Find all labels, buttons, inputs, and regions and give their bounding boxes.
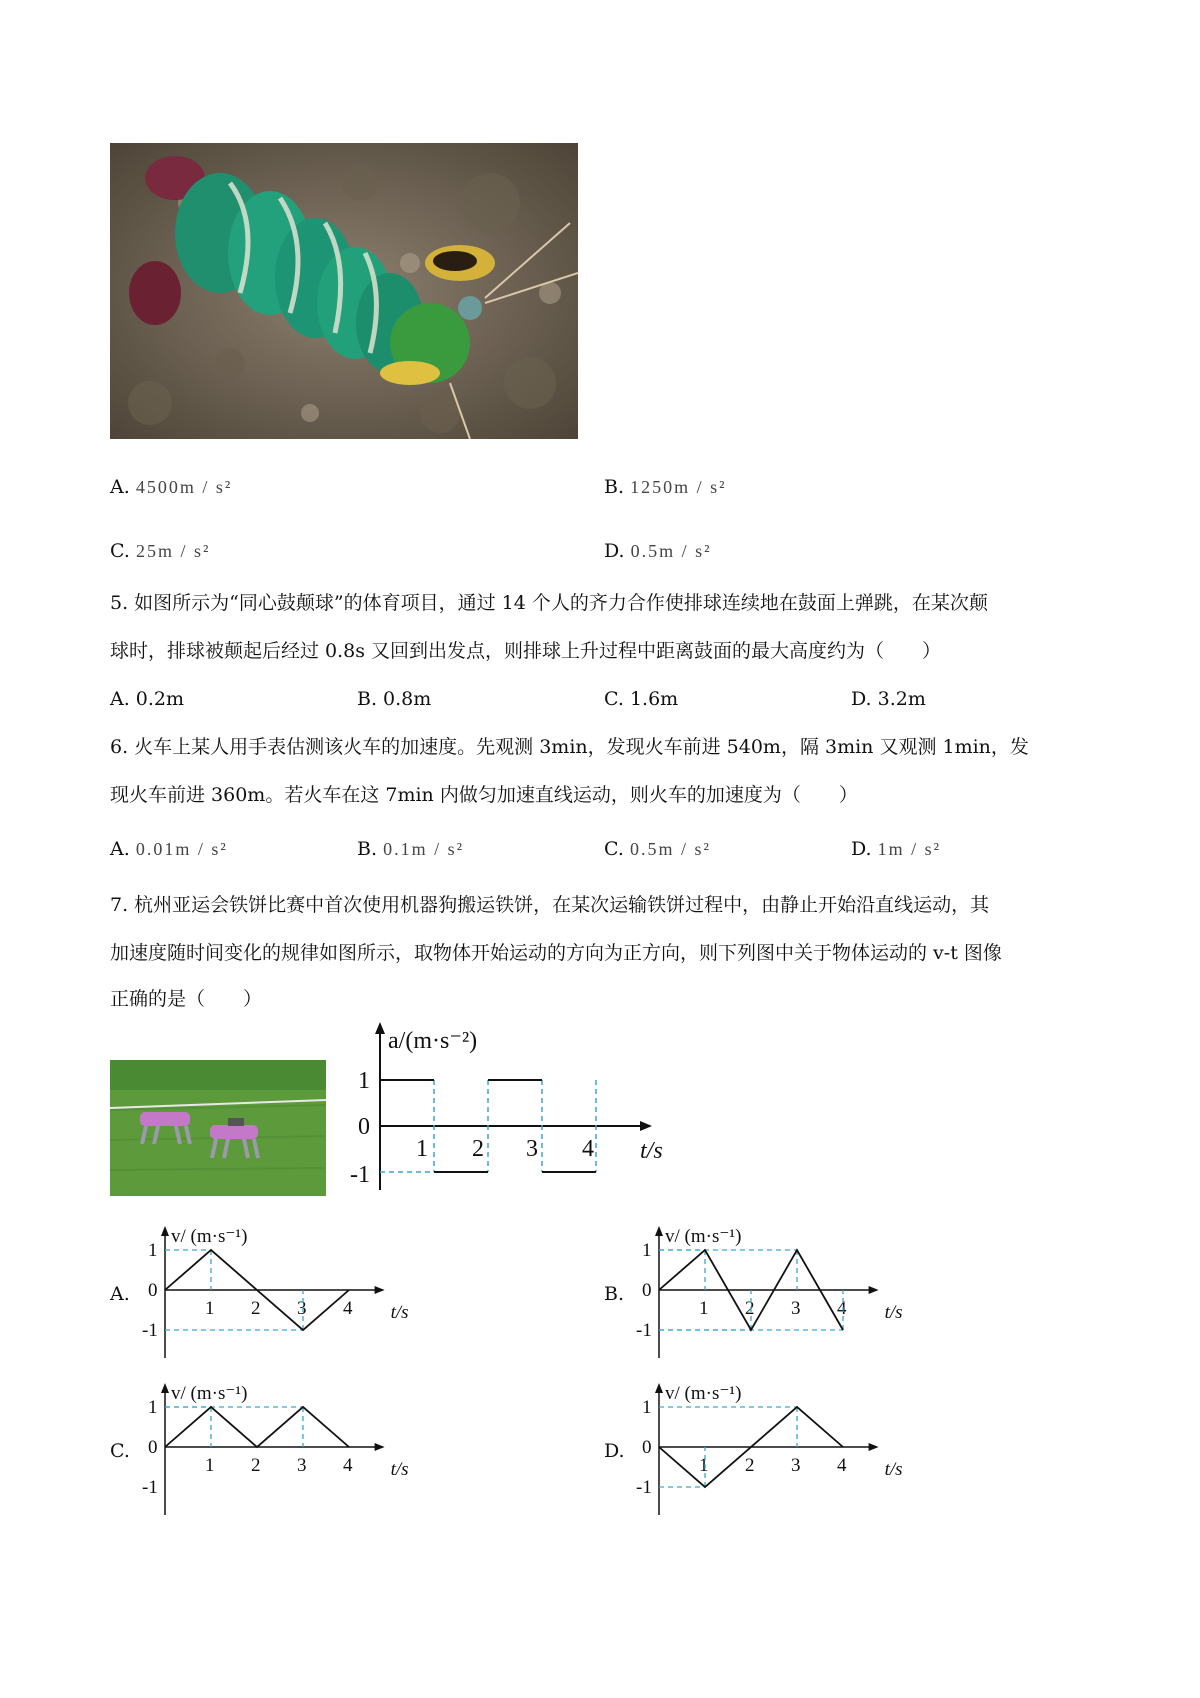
q7-option-b-label[interactable]: B. xyxy=(604,1283,625,1305)
x-tick-label: 1 xyxy=(699,1298,709,1319)
q5-option-d[interactable]: D. 3.2m xyxy=(851,688,926,710)
x-axis-arrow-icon xyxy=(375,1443,385,1451)
acceleration-time-graph xyxy=(340,1020,680,1205)
y-axis-arrow-icon xyxy=(375,1022,385,1034)
x-tick-label: 4 xyxy=(343,1455,353,1476)
y-axis-arrow-icon xyxy=(655,1226,663,1236)
option-label: D. xyxy=(604,540,625,562)
x-tick-2: 2 xyxy=(472,1136,484,1162)
x-tick-label: 1 xyxy=(699,1455,709,1476)
q7-option-c-graph[interactable] xyxy=(140,1375,440,1525)
y-tick-label: -1 xyxy=(142,1320,158,1341)
option-value: 25m / s² xyxy=(135,541,211,561)
x-axis-label: t/s xyxy=(390,1302,409,1323)
x-axis-label: t/s xyxy=(884,1302,903,1323)
y-tick-label: 0 xyxy=(642,1437,652,1458)
option-label: B. xyxy=(357,838,378,860)
q7-stem-line2: 加速度随时间变化的规律如图所示，取物体开始运动的方向为正方向，则下列图中关于物体运动的 v-t 图像 xyxy=(110,942,1002,964)
option-value: 0.5m / s² xyxy=(629,839,711,859)
option-label: B. xyxy=(604,476,625,498)
q6-option-a[interactable] xyxy=(110,838,228,860)
q4-option-b[interactable] xyxy=(604,476,726,498)
option-value: 0.1m / s² xyxy=(383,839,464,859)
x-axis-arrow-icon xyxy=(640,1121,652,1131)
option-label: D. xyxy=(851,838,872,860)
option-value: 0.5m / s² xyxy=(630,541,712,561)
x-tick-label: 4 xyxy=(837,1298,847,1319)
x-axis-label: t/s xyxy=(640,1138,663,1164)
y-axis-label: v/ (m·s⁻¹) xyxy=(171,1226,248,1247)
q7-stem-line3: 正确的是（ ） xyxy=(110,988,263,1010)
y-tick-label: -1 xyxy=(142,1477,158,1498)
q7-option-d-graph[interactable] xyxy=(634,1375,934,1525)
x-tick-3: 3 xyxy=(526,1136,538,1162)
x-tick-label: 1 xyxy=(205,1455,215,1476)
option-value: 1m / s² xyxy=(877,839,942,859)
y-tick-label: 0 xyxy=(642,1280,652,1301)
q5-option-c[interactable]: C. 1.6m xyxy=(604,688,679,710)
x-tick-label: 3 xyxy=(297,1455,307,1476)
x-tick-label: 2 xyxy=(251,1298,261,1319)
y-axis-label: v/ (m·s⁻¹) xyxy=(665,1383,742,1404)
x-axis-arrow-icon xyxy=(375,1286,385,1294)
option-label: C. xyxy=(110,540,130,562)
velocity-series-line xyxy=(165,1407,349,1447)
x-tick-label: 2 xyxy=(251,1455,261,1476)
x-tick-label: 3 xyxy=(791,1298,801,1319)
y-tick-label: 1 xyxy=(148,1240,158,1261)
x-axis-arrow-icon xyxy=(869,1286,879,1294)
y-axis-label: v/ (m·s⁻¹) xyxy=(171,1383,248,1404)
x-tick-label: 2 xyxy=(745,1298,755,1319)
q7-stem-line1: 7. 杭州亚运会铁饼比赛中首次使用机器狗搬运铁饼，在某次运输铁饼过程中，由静止开始沿直线运动，其 xyxy=(110,894,990,916)
y-axis-arrow-icon xyxy=(161,1226,169,1236)
q6-option-d[interactable] xyxy=(851,838,941,860)
q6-stem-line2: 现火车前进 360m。若火车在这 7min 内做匀加速直线运动，则火车的加速度为（ ） xyxy=(110,784,858,806)
q7-option-a-label[interactable]: A. xyxy=(110,1283,130,1305)
q6-stem-line1: 6. 火车上某人用手表估测该火车的加速度。先观测 3min，发现火车前进 540m，隔 3min 又观测 1min，发 xyxy=(110,736,1029,758)
q7-option-d-label[interactable]: D. xyxy=(604,1440,625,1462)
q5-stem-line2: 球时，排球被颠起后经过 0.8s 又回到出发点，则排球上升过程中距离鼓面的最大高度约为（ ） xyxy=(110,640,942,662)
option-label: A. xyxy=(110,838,130,860)
q5-option-a[interactable]: A. 0.2m xyxy=(110,688,185,710)
y-tick-1: 1 xyxy=(358,1068,370,1094)
y-axis-arrow-icon xyxy=(655,1383,663,1393)
option-label: A. xyxy=(110,476,130,498)
x-axis-label: t/s xyxy=(390,1459,409,1480)
q6-option-b[interactable] xyxy=(357,838,464,860)
x-axis-arrow-icon xyxy=(869,1443,879,1451)
x-tick-label: 4 xyxy=(343,1298,353,1319)
option-label: C. xyxy=(604,838,624,860)
y-tick-label: 1 xyxy=(642,1240,652,1261)
y-tick-0: 0 xyxy=(358,1114,370,1140)
q4-option-a[interactable] xyxy=(110,476,232,498)
x-tick-4: 4 xyxy=(582,1136,594,1162)
q7-option-c-label[interactable]: C. xyxy=(110,1440,130,1462)
y-axis-arrow-icon xyxy=(161,1383,169,1393)
option-value: 0.01m / s² xyxy=(135,839,228,859)
y-axis-label: v/ (m·s⁻¹) xyxy=(665,1226,742,1247)
y-tick-neg1: -1 xyxy=(350,1162,370,1188)
option-value: 1250m / s² xyxy=(630,477,727,497)
y-tick-label: 0 xyxy=(148,1280,158,1301)
q7-option-a-graph[interactable] xyxy=(140,1218,440,1368)
y-axis-label: a/(m·s⁻²) xyxy=(388,1028,478,1054)
y-tick-label: 1 xyxy=(148,1397,158,1418)
x-tick-label: 2 xyxy=(745,1455,755,1476)
y-tick-label: -1 xyxy=(636,1477,652,1498)
q6-option-c[interactable] xyxy=(604,838,711,860)
q4-option-c[interactable] xyxy=(110,540,210,562)
q4-option-d[interactable] xyxy=(604,540,712,562)
x-tick-1: 1 xyxy=(416,1136,428,1162)
x-tick-label: 4 xyxy=(837,1455,847,1476)
y-tick-label: 1 xyxy=(642,1397,652,1418)
option-value: 4500m / s² xyxy=(135,477,233,497)
y-tick-label: -1 xyxy=(636,1320,652,1341)
q5-option-b[interactable]: B. 0.8m xyxy=(357,688,432,710)
mantis-shrimp-photo xyxy=(110,143,578,439)
x-tick-label: 1 xyxy=(205,1298,215,1319)
robot-dog-photo xyxy=(110,1060,326,1196)
q7-option-b-graph[interactable] xyxy=(634,1218,934,1368)
x-tick-label: 3 xyxy=(791,1455,801,1476)
x-tick-label: 3 xyxy=(297,1298,307,1319)
x-axis-label: t/s xyxy=(884,1459,903,1480)
q5-stem-line1: 5. 如图所示为“同心鼓颠球”的体育项目，通过 14 个人的齐力合作使排球连续地在鼓面上弹跳，在某次颠 xyxy=(110,592,988,614)
y-tick-label: 0 xyxy=(148,1437,158,1458)
